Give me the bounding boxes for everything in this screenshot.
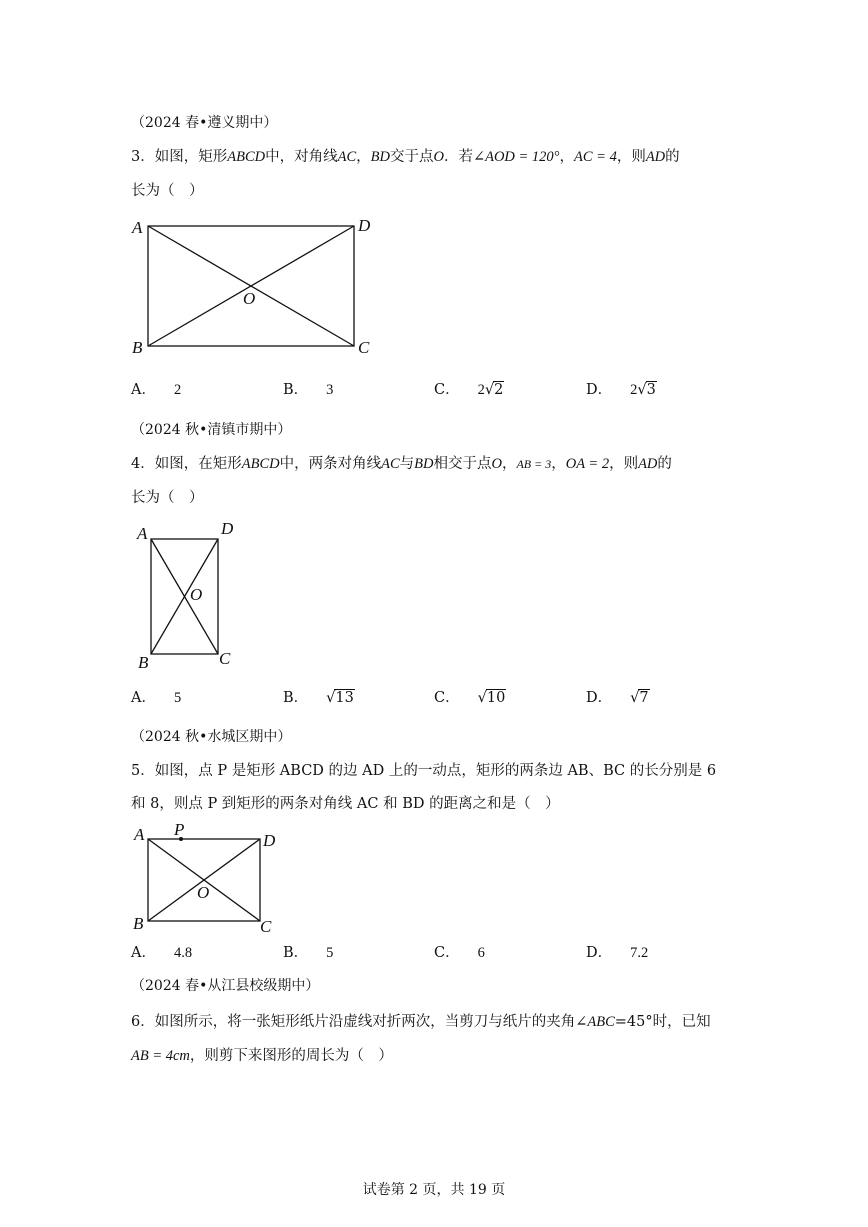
sqrt-symbol: √7 (630, 690, 649, 706)
q3-text: ， (559, 149, 574, 165)
question-3-stem-line-2: 长为（ ） (131, 183, 204, 199)
q3-text: 3．如图，矩形 (131, 149, 228, 165)
option-letter: B． (283, 690, 309, 706)
sqrt-symbol: √13 (326, 690, 354, 706)
q5-label-b: B (133, 914, 144, 933)
q3-text: ，则 (616, 149, 646, 165)
page-footer: 试卷第 2 页，共 19 页 (362, 1182, 506, 1198)
option-coefficient: 2 (477, 382, 485, 398)
q4-text: ，则 (609, 456, 639, 472)
q3-label-b: B (132, 338, 143, 357)
option-radicand: 3 (646, 382, 656, 398)
q4-ab-condition: AB = 3 (516, 457, 552, 471)
option-letter: D． (586, 382, 613, 398)
q6-angle: ∠ABC (575, 1014, 615, 1030)
q4-label-d: D (221, 519, 234, 538)
option-radicand: 2 (494, 382, 504, 398)
q6-text: 6．如图所示，将一张矩形纸片沿虚线对折两次，当剪刀与纸片的夹角 (131, 1014, 576, 1030)
q5-label-a: A (134, 825, 145, 844)
sqrt-symbol: √10 (477, 690, 506, 706)
q4-o: O (491, 456, 502, 472)
q4-text: ， (501, 456, 517, 472)
option-coefficient: 2 (630, 382, 638, 398)
option-value: 7.2 (630, 945, 649, 961)
option-value: 2 (173, 382, 182, 398)
q3-text: ， (356, 149, 371, 165)
q6-text: ，则剪下来图形的周长为（ ） (189, 1048, 393, 1064)
q4-ac: AC (381, 456, 400, 472)
q3-text: ．若 (443, 149, 473, 165)
q6-text: =45°时，已知 (614, 1014, 711, 1030)
q4-text: 中，两条对角线 (279, 456, 382, 472)
question-5-stem-line-1: 5．如图，点 P 是矩形 ABCD 的边 AD 上的一动点，矩形的两条边 AB、BC 的长分别是 6 (131, 763, 717, 779)
q5-option-b[interactable] (283, 943, 333, 963)
q5-label-d: D (263, 831, 276, 850)
question-6-source: （2024 春•从江县校级期中） (131, 978, 320, 994)
option-letter: A． (131, 945, 156, 961)
q4-text: ， (551, 456, 566, 472)
q3-label-a: A (132, 218, 143, 237)
q3-label-o: O (243, 289, 256, 308)
q5-option-c[interactable] (434, 943, 485, 963)
question-6-stem-line-2 (131, 1046, 393, 1066)
option-letter: B． (283, 945, 309, 961)
option-letter: C． (434, 945, 460, 961)
option-letter: C． (434, 382, 460, 398)
option-radicand: 10 (486, 690, 506, 706)
q4-oa-condition: OA = 2 (565, 456, 610, 472)
q3-text: 的 (665, 149, 680, 165)
q4-ad: AD (638, 456, 658, 472)
option-letter: D． (586, 945, 613, 961)
option-letter: A． (131, 382, 156, 398)
q5-label-p: P (174, 820, 185, 839)
option-radicand: 13 (335, 690, 354, 706)
q5-option-a[interactable] (131, 943, 192, 963)
q3-text: 中，对角线 (265, 149, 338, 165)
q3-length-condition: AC = 4 (574, 149, 617, 165)
q4-text: 4．如图，在矩形 (131, 456, 242, 472)
q4-label-a: A (137, 524, 148, 543)
q4-text: 与 (399, 456, 415, 472)
q4-label-b: B (138, 653, 149, 672)
question-5-source: （2024 秋•水城区期中） (131, 729, 292, 745)
q4-bd: BD (414, 456, 434, 472)
q3-bd: BD (370, 149, 390, 165)
q5-option-d[interactable] (586, 943, 648, 963)
option-letter: D． (586, 690, 613, 706)
option-radicand: 7 (639, 690, 649, 706)
option-value: 6 (477, 945, 485, 961)
q4-label-c: C (219, 649, 231, 668)
q4-text: 的 (657, 456, 672, 472)
option-letter: C． (434, 690, 460, 706)
question-4-source: （2024 秋•清镇市期中） (131, 422, 292, 438)
option-value: 5 (326, 945, 334, 961)
q4-text: 相交于点 (433, 456, 492, 472)
option-letter: B． (283, 382, 309, 398)
question-5-stem-line-2: 和 8，则点 P 到矩形的两条对角线 AC 和 BD 的距离之和是（ ） (131, 796, 560, 812)
q4-label-o: O (190, 585, 203, 604)
q6-ab-condition: AB = 4cm (131, 1048, 190, 1064)
q4-abcd: ABCD (241, 456, 280, 472)
option-letter: A． (131, 690, 156, 706)
q3-label-c: C (358, 338, 370, 357)
question-4-stem-line-2: 长为（ ） (131, 490, 204, 506)
q5-label-c: C (260, 917, 272, 936)
option-value: 4.8 (173, 945, 193, 961)
question-3-source: （2024 春•遵义期中） (131, 115, 278, 131)
sqrt-symbol: √2 (484, 382, 504, 398)
option-value: 3 (326, 382, 334, 398)
q3-label-d: D (358, 216, 371, 235)
question-6-stem-line-1 (131, 1012, 711, 1032)
q3-ac: AC (337, 149, 357, 165)
q3-o: O (433, 149, 444, 165)
q3-text: 交于点 (389, 149, 434, 165)
option-value: 5 (173, 690, 182, 706)
q3-abcd: ABCD (227, 149, 266, 165)
q5-label-o: O (197, 883, 210, 902)
q3-ad: AD (645, 149, 666, 165)
sqrt-symbol: √3 (637, 382, 656, 398)
q3-angle-condition: ∠AOD = 120° (472, 149, 560, 165)
